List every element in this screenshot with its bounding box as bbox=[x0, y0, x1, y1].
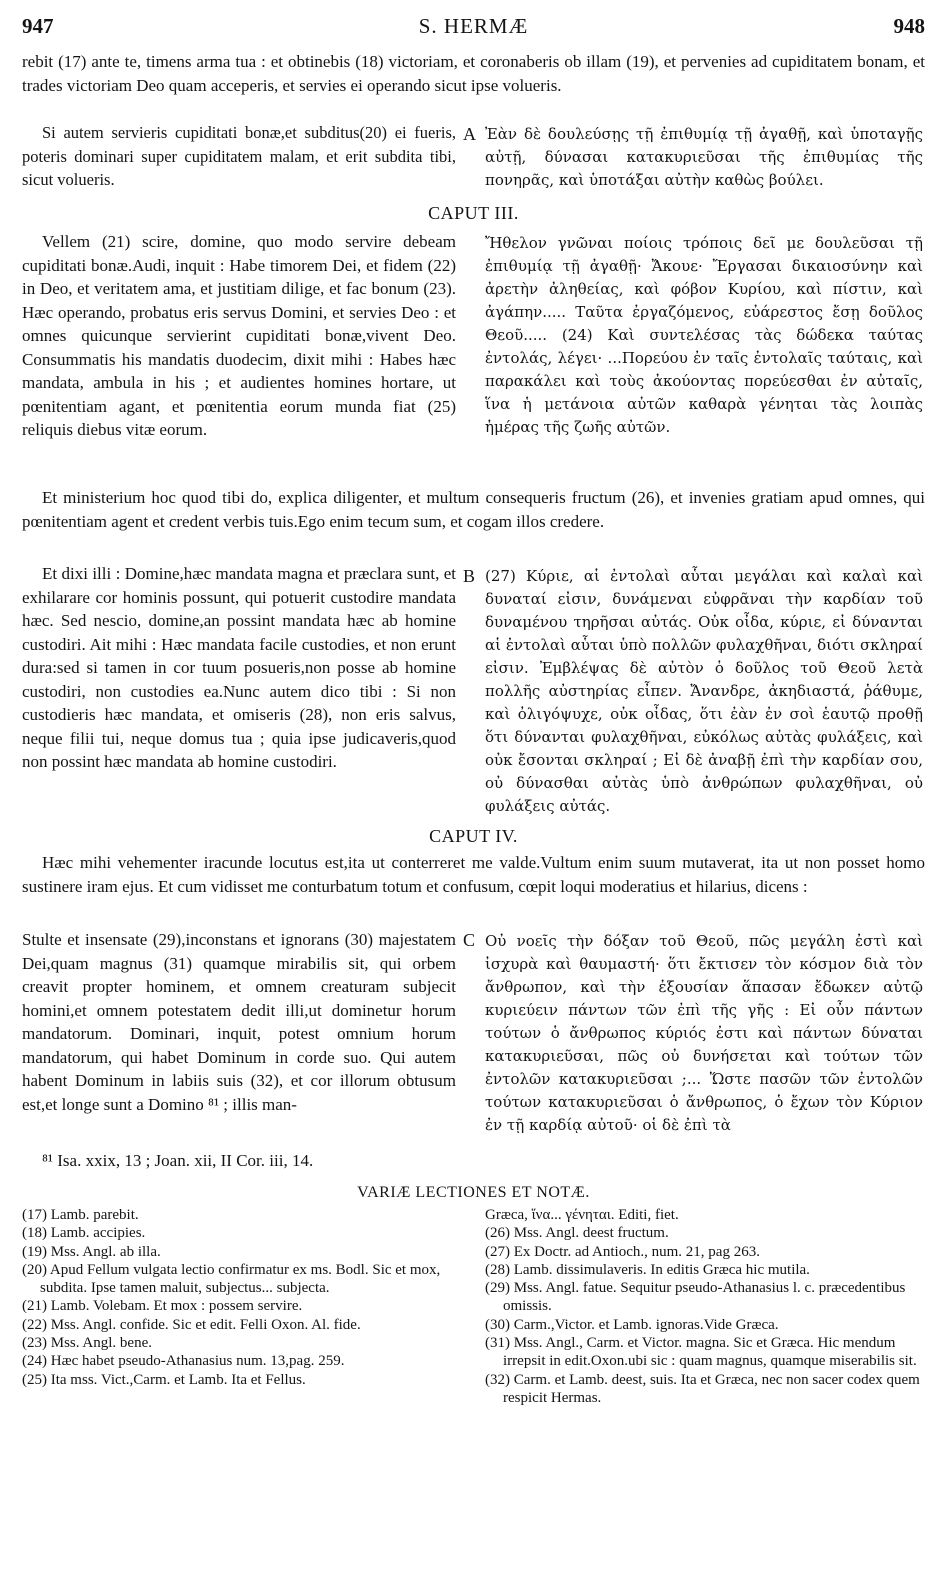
note-30: (30) Carm.,Victor. et Lamb. ignoras.Vide Græca. bbox=[485, 1316, 779, 1333]
page-number-left: 947 bbox=[22, 14, 54, 38]
caput-iv-heading: CAPUT IV. bbox=[429, 826, 518, 846]
marker-c: C bbox=[463, 930, 476, 950]
note-22: (22) Mss. Angl. confide. Sic et edit. Felli Oxon. Al. fide. bbox=[22, 1316, 361, 1333]
footnote-81: ⁸¹ Isa. xxix, 13 ; Joan. xii, II Cor. iii, 14. bbox=[42, 1151, 314, 1170]
latin-caput-iv: Stulte et insensate (29),inconstans et ignorans (30) majestatem Dei,quam magnus (31) quamque mirabilis sit, qui orbem creavit propter hominem, et omnem creaturam subjecit homini,et omnem potestatem dedit illi,ut dominetur horum mandatorum. Dominari, inquit, potest omnium horum mandatorum, qui habet Dominum in corde suo. Qui autem habent Dominum in labiis suis (32), et cor illorum obtusum est,et longe sunt a Domino ⁸¹ ; illis man- bbox=[22, 930, 456, 1114]
note-19: (19) Mss. Angl. ab illa. bbox=[22, 1243, 161, 1260]
note-27: (27) Ex Doctr. ad Antioch., num. 21, pag 263. bbox=[485, 1243, 760, 1260]
latin-section-a: Si autem servieris cupiditati bonæ,et subditus(20) ei fueris, poteris dominari super cupiditatem malam, et erit subdita tibi, sicut volueris. bbox=[22, 123, 456, 189]
note-18: (18) Lamb. accipies. bbox=[22, 1225, 146, 1242]
note-32: (32) Carm. et Lamb. deest, suis. Ita et Græca, nec non sacer codex quem respicit Hermas. bbox=[485, 1371, 920, 1406]
marker-a: A bbox=[463, 124, 476, 144]
note-23: (23) Mss. Angl. bene. bbox=[22, 1335, 152, 1352]
greek-caput-iv: Οὐ νοεῖς τὴν δόξαν τοῦ Θεοῦ, πῶς μεγάλη ἐστὶ καὶ ἰσχυρὰ καὶ θαυμαστή· ὅτι ἔκτισεν τὸν κόσμον διὰ τὸν ἄνθρωπον, καὶ τὴν ἐξουσίαν ἅπασαν ἔδωκεν αὐτῷ κυριεύειν πάντων τῶν ἐπὶ τῆς γῆς : Εἰ οὖν πάντων τούτων ὁ ἄνθρωπος κύριός ἐστι καὶ πάντων δύναται κατακυριεῦσαι, πῶς οὐ δυνήσεται καὶ τούτων τῶν ἐντολῶν κατακυριεῦσαι ;... Ὥστε πασῶν τῶν ἐντολῶν τούτων κατακυριεῦσαι ὁ ἄνθρωπος, ὁ ἔχων τὸν Κύριον ἐν τῇ καρδίᾳ αὐτοῦ· οἱ δὲ ἐπὶ τὰ bbox=[485, 932, 923, 1134]
note-29: (29) Mss. Angl. fatue. Sequitur pseudo-Athanasius l. c. præcedentibus omissis. bbox=[485, 1280, 906, 1315]
notes-right-column bbox=[485, 1206, 925, 1407]
caput-iv-intro: Hæc mihi vehementer iracunde locutus est,ita ut conterreret me valde.Vultum enim suum mutaverat, ita ut non posset homo sustinere iram ejus. Et cum vidisset me conturbatum totum et confusum, cœpit loqui moderatius et hilarius, dicens : bbox=[22, 853, 925, 896]
note-17: (17) Lamb. parebit. bbox=[22, 1207, 139, 1223]
note-20: (20) Apud Fellum vulgata lectio confirmatur ex ms. Bodl. Sic et mox, subdita. Ipse tamen maluit, subjectus... subjecta. bbox=[22, 1261, 441, 1297]
note-25: (25) Ita mss. Vict.,Carm. et Lamb. Ita et Fellus. bbox=[22, 1371, 306, 1388]
latin-caput-iii: Vellem (21) scire, domine, quo modo servire debeam cupiditati bonæ.Audi, inquit : Habe timorem Dei, et fidem (22) in Deo, et veritatem ama, et justitiam dilige, et fac bonum (23). Hæc operando, probatus eris servus Domini, et servies Deo : et omnes quicunque servierint cupiditati bonæ,vivent Deo. Consummatis his mandatis duodecim, dixit mihi : Habes hæc mandata, ambula in his ; et audientes homines hortare, ut pœnitentiam agant, et pœnitentia eorum munda fiat (25) reliquis diebus vitæ eorum. bbox=[22, 232, 456, 439]
running-title: S. HERMÆ bbox=[418, 14, 529, 38]
marker-b: B bbox=[463, 566, 476, 586]
greek-caput-iii: Ἤθελον γνῶναι ποίοις τρόποις δεῖ με δουλεῦσαι τῇ ἐπιθυμίᾳ τῇ ἀγαθῇ· Ἄκουε· Ἔργασαι δικαιοσύνην καὶ ἀρετὴν ἀληθείας, καὶ φόβον Κυρίου, καὶ πίστιν, καὶ ἀγάπην..... Ταῦτα ἐργαζόμενος, εὐάρεστος ἔσῃ δοῦλος Θεοῦ..... (24) Καὶ συντελέσας τὰς δώδεκα ταύτας ἐντολάς, λέγει· ...Πορεύου ἐν ταῖς ἐντολαῖς ταύταις, καὶ παρακάλει καὶ τοὺς ἀκούοντας πορεύεσθαι ἐν αὐταῖς, ἵνα ἡ μετάνοια αὐτῶν καθαρὰ γένηται τὰς λοιπὰς ἡμέρας τῆς ζωῆς αὐτῶν. bbox=[485, 234, 923, 436]
caput-iii-heading: CAPUT III. bbox=[428, 203, 519, 223]
note-24: (24) Hæc habet pseudo-Athanasius num. 13,pag. 259. bbox=[22, 1353, 345, 1370]
page-number-right: 948 bbox=[893, 14, 925, 38]
greek-section-b: (27) Κύριε, αἱ ἐντολαὶ αὗται μεγάλαι καὶ καλαὶ καὶ δυναταί εἰσιν, δυνάμεναι εὐφρᾶναι τὴν καρδίαν τοῦ δυναμένου τηρῆσαι αὐτάς. Οὐκ οἶδα, κύριε, εἰ δύνανται αἱ ἐντολαὶ αὗται ὑπὸ πολλῶν φυλαχθῆναι, διότι σκληραί εἰσιν. Ἐμβλέψας δὲ αὐτὸν ὁ δοῦλος τοῦ Θεοῦ λετὰ πολλῆς αὐστηρίας εἶπεν. Ἄνανδρε, ἀκηδιαστά, ῥάθυμε, καὶ ὀλιγόψυχε, οὐκ οἶδας, ὅτι ἐὰν ἐν σοὶ ἑαυτῷ προθῇ ὅτι δύνανται φυλαχθῆναι, εὐκόλως αὐτὰς φυλάξεις, καὶ οὐκ ἔσονται σκληραί ; Εἰ δὲ ἀναβῇ ἐπὶ τὴν καρδίαν σου, οὐ δύνασθαι αὐτὰς ὑπὸ ἀνθρώπων φυλαχθῆναι, οὐ φυλάξεις αὐτάς. bbox=[485, 567, 923, 815]
page-header bbox=[22, 14, 925, 44]
notes-title: VARIÆ LECTIONES ET NOTÆ. bbox=[357, 1184, 590, 1201]
note-31: (31) Mss. Angl., Carm. et Victor. magna. Sic et Græca. Hic mendum irrepsit in edit.Oxon.ubi sic : quam magnus, quamque miserabilis sit. bbox=[485, 1335, 917, 1370]
greek-section-a: Ἐὰν δὲ δουλεύσῃς τῇ ἐπιθυμίᾳ τῇ ἀγαθῇ, καὶ ὑποταγῇς αὐτῇ, δύνασαι κατακυριεῦσαι τῆς ἐπιθυμίας τῆς πονηρᾶς, καὶ ὑποτάξαι αὐτὴν καθὼς βούλει. bbox=[485, 125, 923, 189]
note-26: (26) Mss. Angl. deest fructum. bbox=[485, 1225, 669, 1242]
note-21: (21) Lamb. Volebam. Et mox : possem servire. bbox=[22, 1298, 303, 1315]
note-25-cont: Græca, ἵνα... γένηται. Editi, fiet. bbox=[485, 1207, 679, 1223]
notes-left-column bbox=[22, 1206, 462, 1389]
note-28: (28) Lamb. dissimulaveris. In editis Græca hic mutila. bbox=[485, 1261, 810, 1278]
intro-paragraph: rebit (17) ante te, timens arma tua : et obtinebis (18) victoriam, et coronaberis ob illam (19), et pervenies ad cupiditatem bonam, et trades victoriam Deo quam acceperis, et servies ei operando sicut ipse volueris. bbox=[22, 52, 925, 95]
caput-iii-continuation: Et ministerium hoc quod tibi do, explica diligenter, et multum consequeris fructum (26), et invenies gratiam apud omnes, qui pœnitentiam agent et credent verbis tuis.Ego enim tecum sum, et cogam illos credere. bbox=[22, 488, 925, 531]
latin-section-b: Et dixi illi : Domine,hæc mandata magna et præclara sunt, et exhilarare cor hominis possunt, qui potuerit custodire mandata hæc. Sed nescio, domine,an possint mandata hæc ab homine custodiri. Ait mihi : Hæc mandata facile custodies, et non erunt dura:sed si tamen in cor tuum posueris,non posse ab homine custodiri, non custodies ea.Nunc autem dico tibi : Si non custodieris hæc mandata, et omiseris (28), non eris salvus, neque filii tui, neque domus tua ; quia ipse judicaveris,quod non possint hæc mandata ab homine custodiri. bbox=[22, 564, 456, 771]
